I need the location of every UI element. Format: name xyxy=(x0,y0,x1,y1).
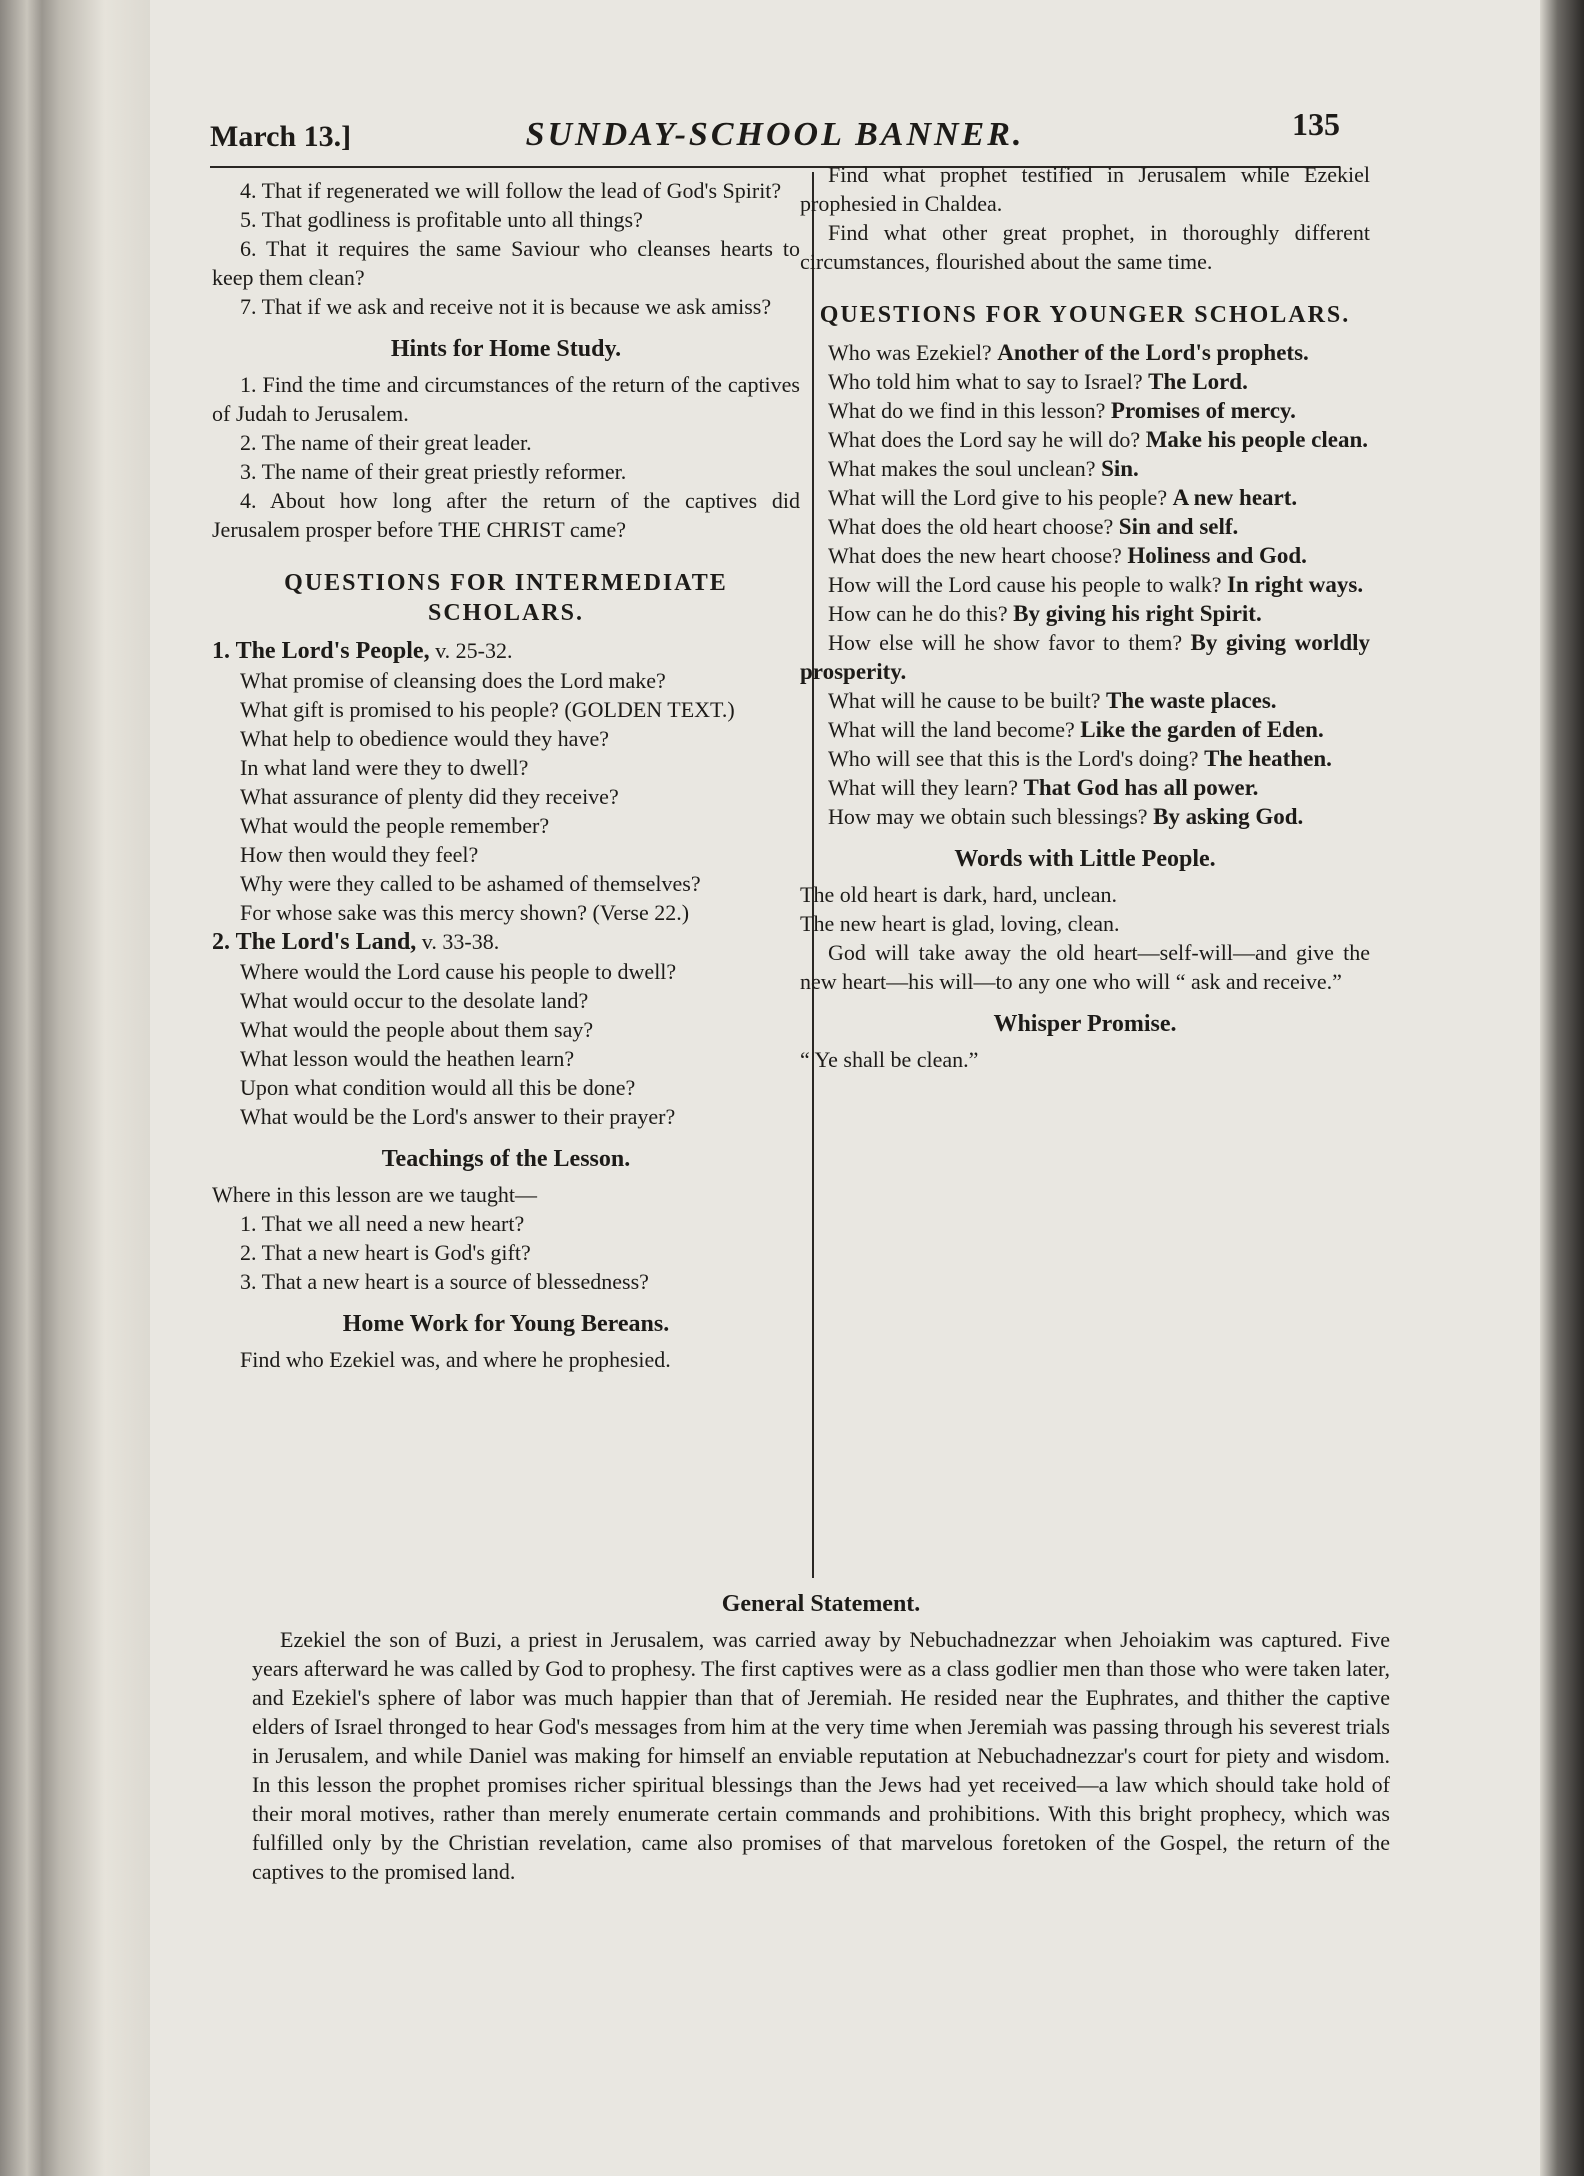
qa-question: What does the Lord say he will do? xyxy=(828,427,1141,452)
header-date: March 13.] xyxy=(210,120,352,153)
question: Where would the Lord cause his people to dwell? xyxy=(240,959,677,984)
verse-ref: v. 25-32. xyxy=(429,638,513,663)
intermediate-heading: QUESTIONS FOR INTERMEDIATE SCHOLARS. xyxy=(284,570,728,626)
book-spine xyxy=(0,0,150,2176)
qa-item xyxy=(800,599,1370,628)
qa-item xyxy=(800,541,1370,570)
qa-answer: By asking God. xyxy=(1153,804,1304,829)
question: What assurance of plenty did they receive? xyxy=(240,784,619,809)
question: What promise of cleansing does the Lord make? xyxy=(240,668,666,693)
qa-item xyxy=(800,715,1370,744)
homework-item: Find what other great prophet, in thoroughly different circumstances, flourished about the same time. xyxy=(800,220,1370,274)
left-column xyxy=(212,176,800,1374)
qa-item xyxy=(800,396,1370,425)
intro-list xyxy=(212,176,800,321)
qa-item xyxy=(800,628,1370,686)
general-statement xyxy=(252,1590,1390,1886)
question: Why were they called to be ashamed of themselves? xyxy=(240,871,701,896)
header-title: SUNDAY-SCHOOL BANNER. xyxy=(525,116,1025,153)
question: What would be the Lord's answer to their prayer? xyxy=(240,1104,676,1129)
qa-item xyxy=(800,512,1370,541)
list-item: 1. That we all need a new heart? xyxy=(240,1211,525,1236)
qa-answer: Make his people clean. xyxy=(1145,427,1369,452)
qa-question: What does the new heart choose? xyxy=(828,543,1122,568)
qa-question: Who told him what to say to Israel? xyxy=(828,369,1143,394)
section-title: 2. The Lord's Land, xyxy=(212,929,417,955)
list-item: 2. The name of their great leader. xyxy=(240,430,532,455)
qa-item xyxy=(800,367,1370,396)
section-title: 1. The Lord's People, xyxy=(212,638,430,664)
teachings-heading: Teachings of the Lesson. xyxy=(381,1146,631,1172)
qa-answer: Like the garden of Eden. xyxy=(1080,717,1324,742)
homework-heading: Home Work for Young Bereans. xyxy=(342,1311,670,1337)
qa-question: What will they learn? xyxy=(828,775,1018,800)
page-number: 135 xyxy=(1292,106,1340,142)
qa-question: What do we find in this lesson? xyxy=(828,398,1106,423)
right-column xyxy=(800,160,1370,1074)
qa-question: How can he do this? xyxy=(828,601,1008,626)
homework-item: Find what prophet testified in Jerusalem while Ezekiel prophesied in Chaldea. xyxy=(800,162,1370,216)
section-heading xyxy=(212,636,800,666)
question: What lesson would the heathen learn? xyxy=(240,1046,575,1071)
qa-question: What does the old heart choose? xyxy=(828,514,1114,539)
whisper-heading: Whisper Promise. xyxy=(993,1011,1177,1037)
qa-item xyxy=(800,686,1370,715)
question: Upon what condition would all this be done? xyxy=(240,1075,636,1100)
verse-ref: v. 33-38. xyxy=(416,929,500,954)
question: What gift is promised to his people? (GOLDEN TEXT.) xyxy=(240,697,735,722)
qa-question: Who will see that this is the Lord's doing? xyxy=(828,746,1199,771)
qa-answer: Another of the Lord's prophets. xyxy=(997,340,1309,365)
page-edge-shadow xyxy=(1540,0,1584,2176)
list-item: 4. That if regenerated we will follow the lead of God's Spirit? xyxy=(240,178,782,203)
list-item: 2. That a new heart is God's gift? xyxy=(240,1240,531,1265)
qa-answer: Promises of mercy. xyxy=(1110,398,1296,423)
general-paragraph: Ezekiel the son of Buzi, a priest in Jerusalem, was carried away by Nebuchadnezzar when Jehoiakim was captured. Five years afterward he was called by God to prophesy. The first captives were as a class godlier men than those who were taken later, and Ezekiel's sphere of labor was much happier than that of Jeremiah. He resided near the Euphrates, and thither the captive elders of Israel thronged to hear God's messages from him at the very time when Jeremiah was passing through his severest trials in Jerusalem, and while Daniel was making for himself an enviable reputation at Nebuchadnezzar's court for piety and wisdom. In this lesson the prophet promises richer spiritual blessings than the Jews had yet received—a law which should take hold of their moral motives, rather than merely enumerate certain commands and prohibitions. With this bright prophecy, which was fulfilled only by the Christian revelation, came also promises of that marvelous foretoken of the Gospel, the return of the captives to the promised land. xyxy=(252,1627,1390,1884)
question: How then would they feel? xyxy=(240,842,479,867)
words-heading: Words with Little People. xyxy=(954,846,1216,872)
qa-answer: In right ways. xyxy=(1226,572,1364,597)
qa-item xyxy=(800,483,1370,512)
list-item: 5. That godliness is profitable unto all things? xyxy=(240,207,643,232)
qa-item xyxy=(800,338,1370,367)
verse-line: The old heart is dark, hard, unclean. xyxy=(800,882,1118,907)
qa-question: What makes the soul unclean? xyxy=(828,456,1096,481)
qa-answer: The Lord. xyxy=(1148,369,1248,394)
qa-item xyxy=(800,425,1370,454)
qa-item xyxy=(800,454,1370,483)
question: What would the people about them say? xyxy=(240,1017,594,1042)
qa-item xyxy=(800,570,1370,599)
qa-answer: Sin and self. xyxy=(1118,514,1239,539)
qa-item xyxy=(800,802,1370,831)
younger-qa-list xyxy=(800,338,1370,831)
list-item: 4. About how long after the return of the captives did Jerusalem prosper before THE CHRIST came? xyxy=(212,488,800,542)
general-heading: General Statement. xyxy=(721,1591,921,1617)
list-item: 7. That if we ask and receive not it is because we ask amiss? xyxy=(240,294,772,319)
qa-answer: The waste places. xyxy=(1105,688,1277,713)
qa-item xyxy=(800,744,1370,773)
qa-answer: By giving his right Spirit. xyxy=(1013,601,1262,626)
question: What would the people remember? xyxy=(240,813,550,838)
teachings-intro: Where in this lesson are we taught— xyxy=(212,1182,538,1207)
section-heading xyxy=(212,927,800,957)
teachings-list xyxy=(212,1209,800,1296)
qa-item xyxy=(800,773,1370,802)
section2-questions xyxy=(212,957,800,1131)
qa-answer: Sin. xyxy=(1101,456,1139,481)
running-header xyxy=(210,100,1340,160)
list-item: 3. That a new heart is a source of blessedness? xyxy=(240,1269,649,1294)
question: In what land were they to dwell? xyxy=(240,755,529,780)
qa-question: How else will he show favor to them? xyxy=(828,630,1183,655)
hints-heading: Hints for Home Study. xyxy=(390,336,622,362)
qa-question: How may we obtain such blessings? xyxy=(828,804,1148,829)
qa-question: What will he cause to be built? xyxy=(828,688,1101,713)
question: What would occur to the desolate land? xyxy=(240,988,589,1013)
hints-list xyxy=(212,370,800,544)
whisper-text: “ Ye shall be clean.” xyxy=(800,1047,979,1072)
qa-question: What will the Lord give to his people? xyxy=(828,485,1168,510)
list-item: 6. That it requires the same Saviour who cleanses hearts to keep them clean? xyxy=(212,236,800,290)
qa-answer: That God has all power. xyxy=(1023,775,1259,800)
question: For whose sake was this mercy shown? (Verse 22.) xyxy=(240,900,690,925)
section1-questions xyxy=(212,666,800,927)
qa-question: Who was Ezekiel? xyxy=(828,340,992,365)
qa-answer: By giving worldly prosperity. xyxy=(800,630,1370,684)
qa-answer: Holiness and God. xyxy=(1127,543,1307,568)
list-item: 1. Find the time and circumstances of the return of the captives of Judah to Jerusalem. xyxy=(212,372,800,426)
qa-question: What will the land become? xyxy=(828,717,1075,742)
verse-line: The new heart is glad, loving, clean. xyxy=(800,911,1120,936)
question: What help to obedience would they have? xyxy=(240,726,609,751)
qa-answer: A new heart. xyxy=(1172,485,1298,510)
words-paragraph: God will take away the old heart—self-will—and give the new heart—his will—to any one who will “ ask and receive.” xyxy=(800,940,1370,994)
younger-heading: QUESTIONS FOR YOUNGER SCHOLARS. xyxy=(819,302,1351,328)
list-item: 3. The name of their great priestly reformer. xyxy=(240,459,627,484)
qa-answer: The heathen. xyxy=(1204,746,1332,771)
homework-item: Find who Ezekiel was, and where he prophesied. xyxy=(240,1347,671,1372)
qa-question: How will the Lord cause his people to walk? xyxy=(828,572,1222,597)
